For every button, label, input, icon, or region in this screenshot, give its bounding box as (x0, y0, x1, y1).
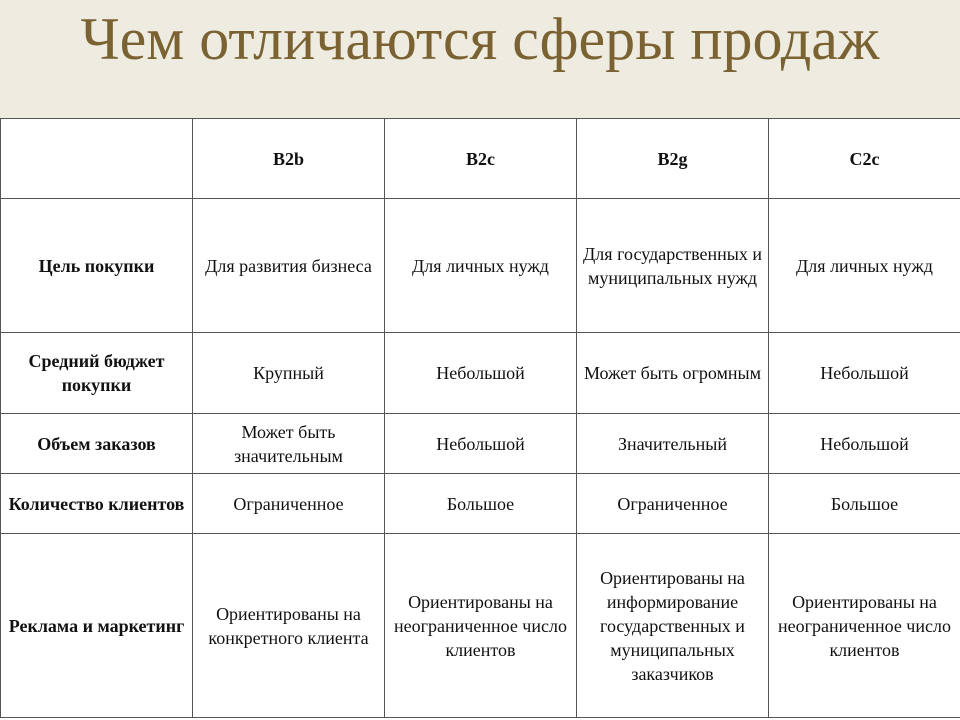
header-row (1, 119, 960, 199)
table-cell: Для личных нужд (769, 199, 960, 333)
table-cell: Ориентированы на информирование государственных и муниципальных заказчиков (577, 534, 769, 718)
corner-cell (1, 119, 193, 199)
table-cell: Ориентированы на неограниченное число клиентов (385, 534, 577, 718)
row-header: Количество клиентов (1, 474, 193, 534)
table-cell: Для государственных и муниципальных нужд (577, 199, 769, 333)
slide-title: Чем отличаются сферы продаж (80, 6, 880, 72)
table-cell: Ограниченное (577, 474, 769, 534)
column-header-b2g: B2g (577, 119, 769, 199)
table-cell: Ограниченное (193, 474, 385, 534)
table-row (1, 474, 960, 534)
comparison-table (0, 118, 960, 718)
table-cell: Небольшой (385, 414, 577, 474)
row-header: Объем заказов (1, 414, 193, 474)
table-cell: Большое (385, 474, 577, 534)
table-cell: Для личных нужд (385, 199, 577, 333)
table-cell: Может быть огромным (577, 333, 769, 414)
table-cell: Ориентированы на конкретного клиента (193, 534, 385, 718)
table-cell: Небольшой (769, 414, 960, 474)
table-cell: Крупный (193, 333, 385, 414)
table-cell: Может быть значительным (193, 414, 385, 474)
table-cell: Значительный (577, 414, 769, 474)
row-header: Средний бюджет покупки (1, 333, 193, 414)
table-cell: Небольшой (769, 333, 960, 414)
column-header-b2b: B2b (193, 119, 385, 199)
column-header-c2c: C2c (769, 119, 960, 199)
column-header-b2c: B2c (385, 119, 577, 199)
row-header: Цель покупки (1, 199, 193, 333)
row-header: Реклама и маркетинг (1, 534, 193, 718)
table-row (1, 414, 960, 474)
table-cell: Ориентированы на неограниченное число клиентов (769, 534, 960, 718)
table-row (1, 534, 960, 718)
table-row (1, 333, 960, 414)
table-cell: Небольшой (385, 333, 577, 414)
table-row (1, 199, 960, 333)
table-cell: Большое (769, 474, 960, 534)
table-cell: Для развития бизнеса (193, 199, 385, 333)
